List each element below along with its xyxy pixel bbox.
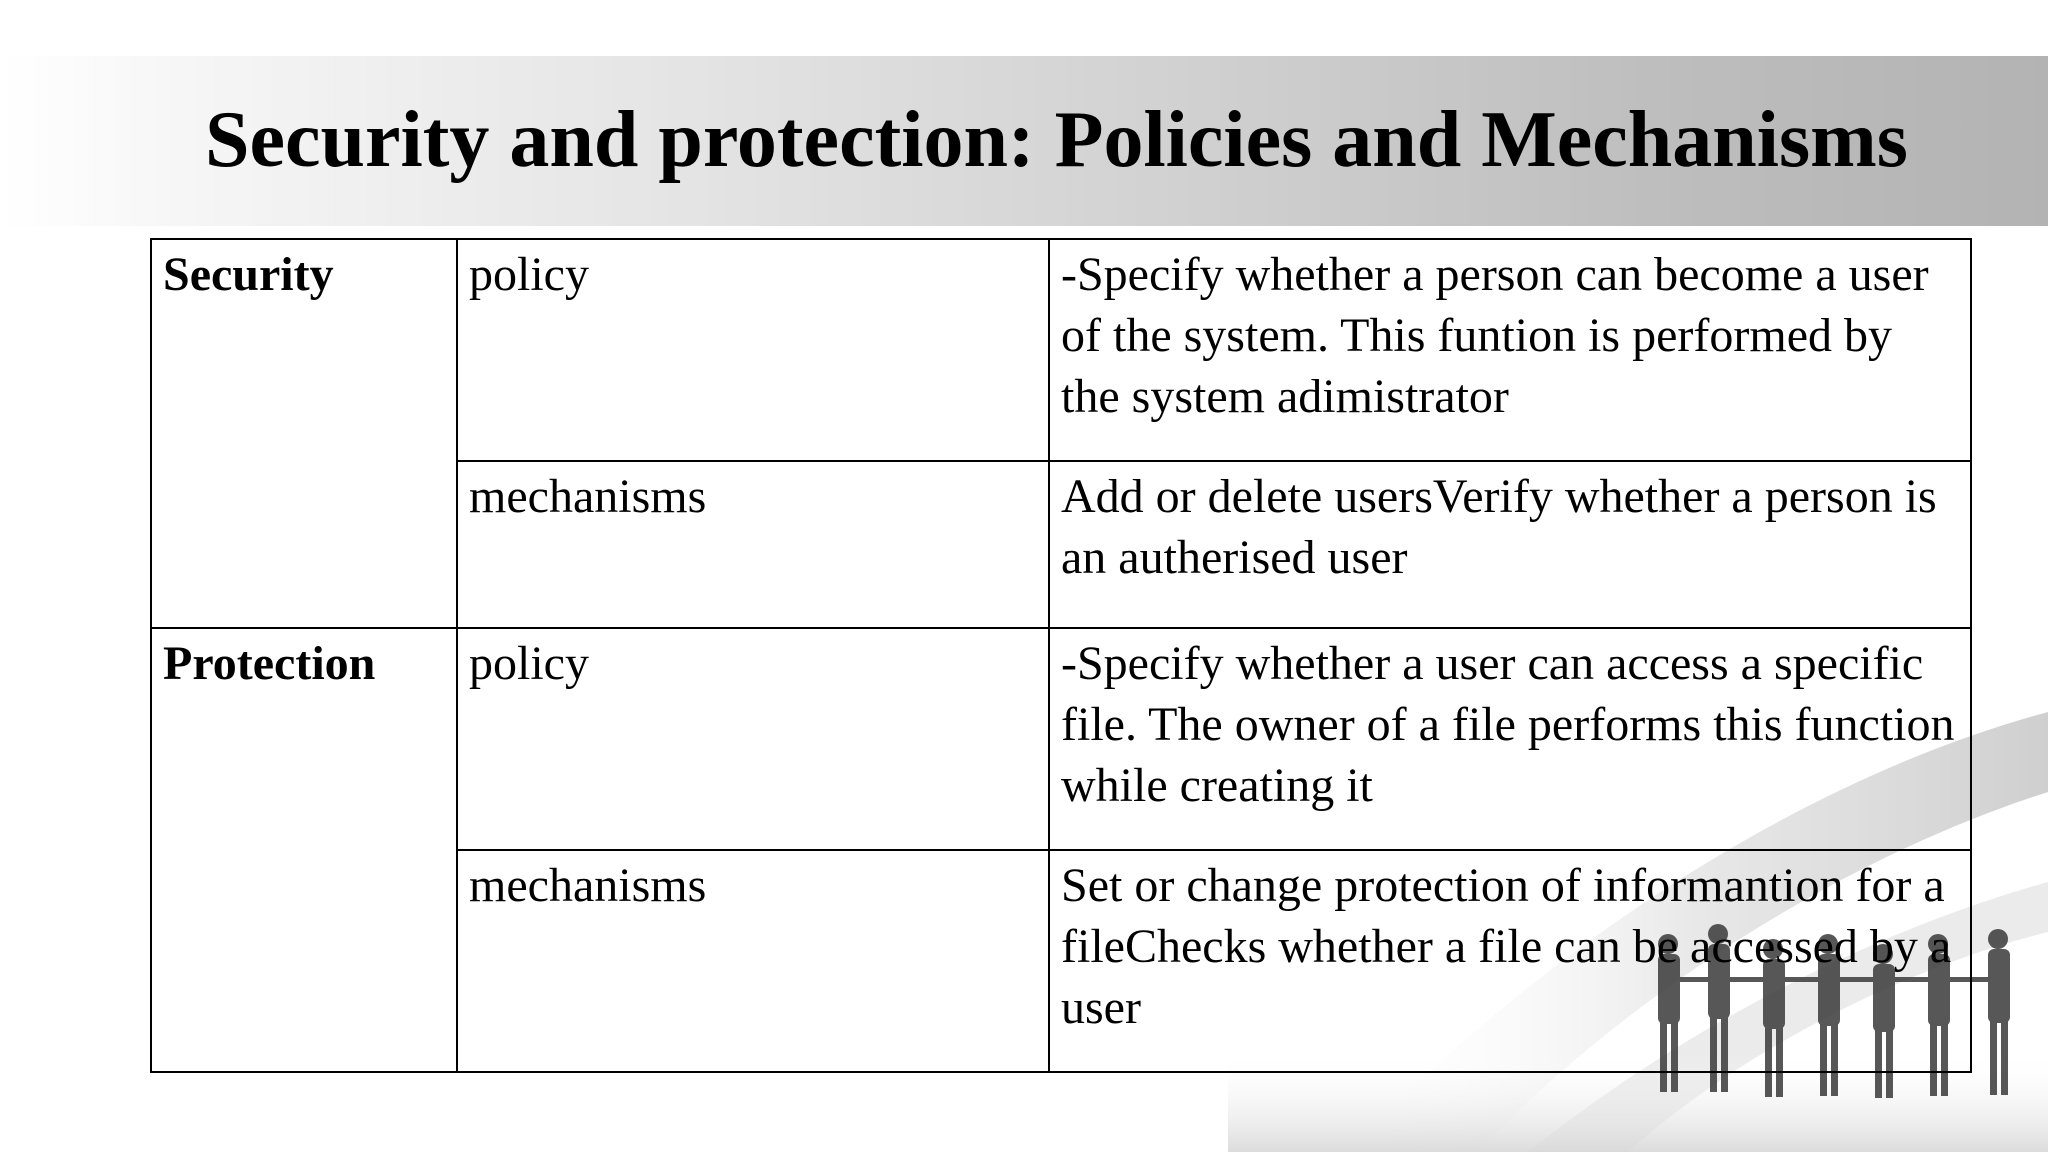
category-cell-security: Security <box>151 239 457 628</box>
kind-cell: policy <box>457 239 1049 461</box>
table-row <box>151 239 1971 461</box>
table-row <box>151 628 1971 850</box>
category-cell-protection: Protection <box>151 628 457 1072</box>
description-cell: -Specify whether a user can access a specific file. The owner of a file performs this function while creating it <box>1049 628 1971 850</box>
kind-cell: mechanisms <box>457 850 1049 1072</box>
description-cell: Set or change protection of informantion for a fileChecks whether a file can be accessed by a user <box>1049 850 1971 1072</box>
slide-title: Security and protection: Policies and Mechanisms <box>205 96 1908 184</box>
description-cell: Add or delete usersVerify whether a person is an autherised user <box>1049 461 1971 628</box>
kind-cell: policy <box>457 628 1049 850</box>
security-protection-table <box>150 238 1972 1073</box>
description-cell: -Specify whether a person can become a user of the system. This funtion is performed by the system adimistrator <box>1049 239 1971 461</box>
kind-cell: mechanisms <box>457 461 1049 628</box>
